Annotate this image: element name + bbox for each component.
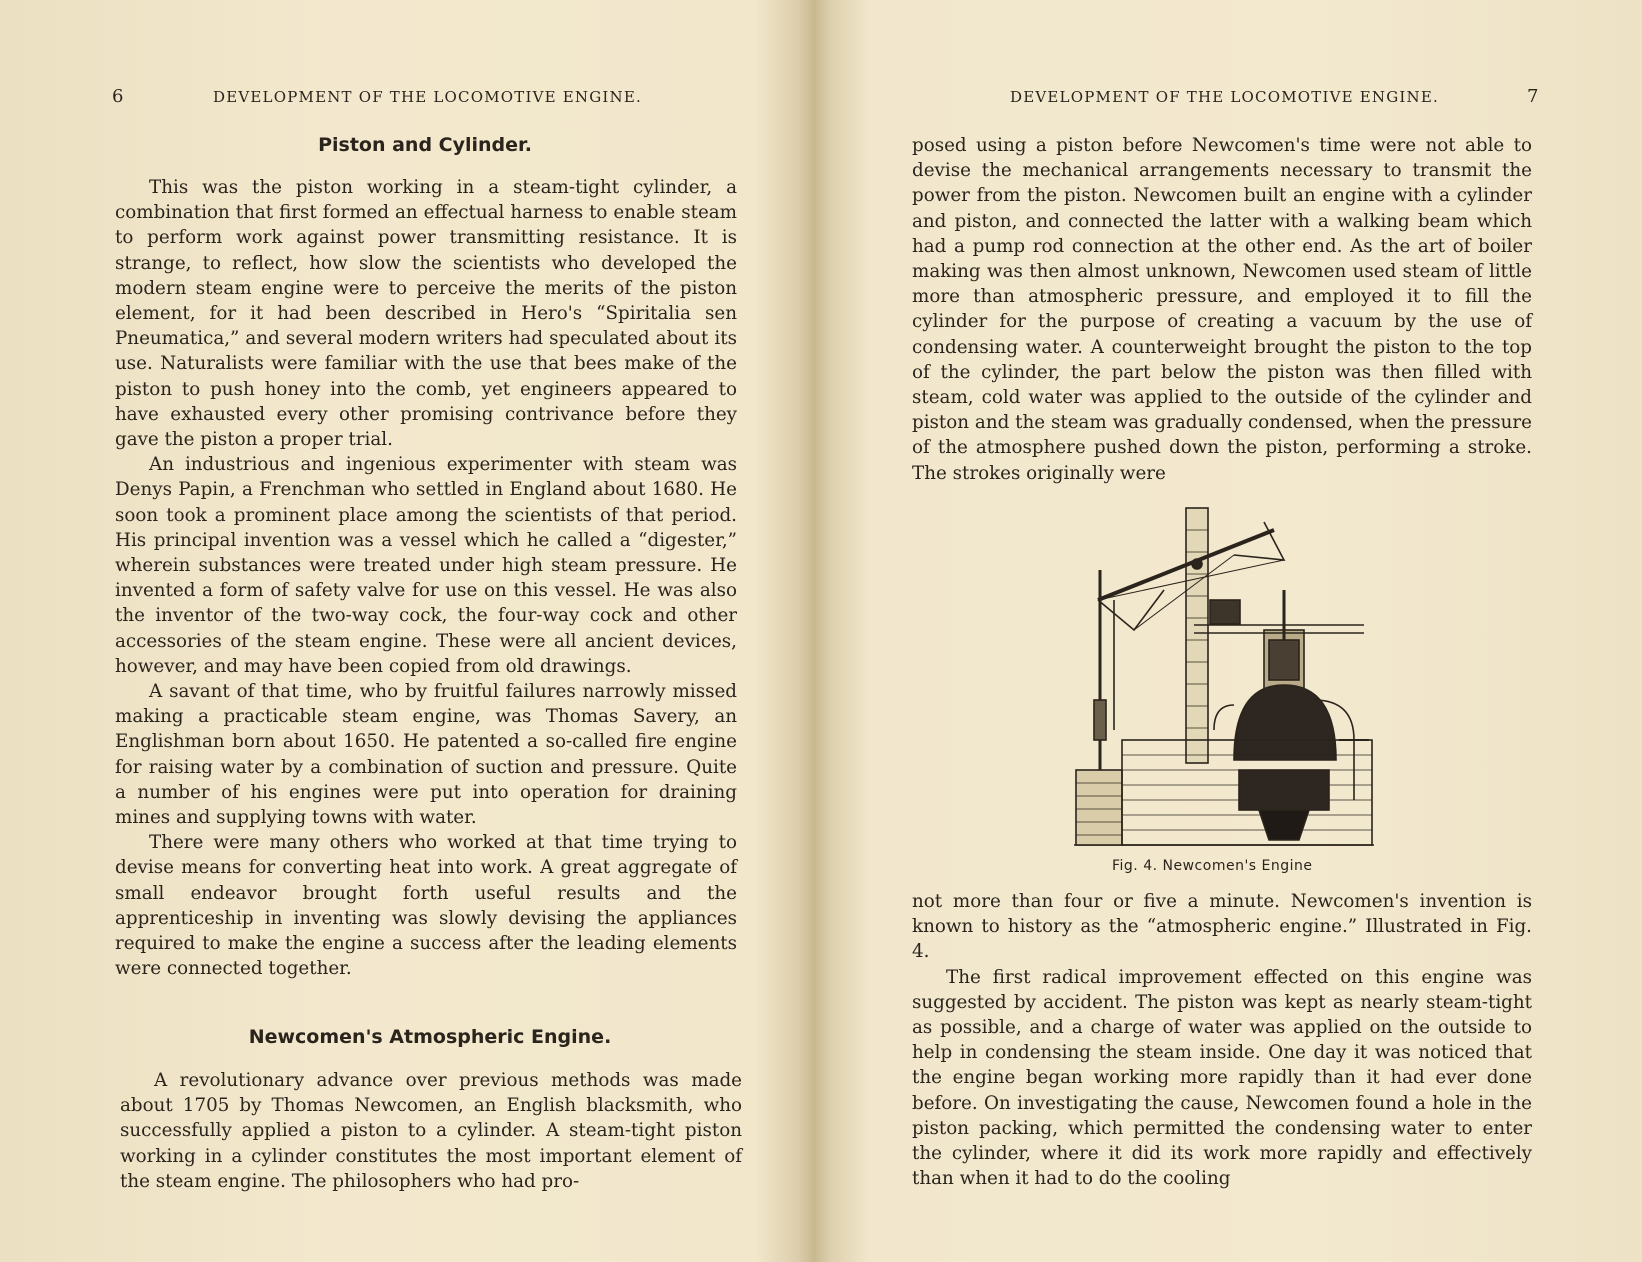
running-head-left: DEVELOPMENT OF THE LOCOMOTIVE ENGINE. (213, 88, 642, 106)
figure-caption: Fig. 4. Newcomen's Engine (1112, 858, 1313, 874)
paragraph: A savant of that time, who by fruitful failures narrowly missed making a practicable steam engine, was Thomas Savery, an Englishman born about 1650. He patented a so-called fire engine for raising water by a combination of suction and pressure. Quite a number of his engines were put into operation for draining mines and supplying towns with water. (115, 681, 737, 829)
top-text (912, 133, 1532, 486)
right-page (822, 0, 1642, 1262)
paragraph: There were many others who worked at that time trying to devise means for converting heat into work. A great aggregate of small endeavor brought forth useful results and the apprenticeship in inventing was slowly devising the appliances required to make the engine a success after the leading elements were connected together. (115, 832, 737, 980)
section-piston-text (115, 175, 737, 982)
paragraph: This was the piston working in a steam-tight cylinder, a combination that first formed an effectual harness to enable steam to perform work against power transmitting resistance. It is strange, to reflect, how slow the scientists who developed the modern steam engine were to perceive the merits of the piston element, for it had been described in Hero's “Spiritalia sen Pneumatica,” and several modern writers had speculated about its use. Naturalists were familiar with the use that bees make of the piston to push honey into the comb, yet engineers appeared to have exhausted every other promising contrivance before they gave the piston a proper trial. (115, 177, 737, 451)
section-newcomen-text (120, 1068, 742, 1194)
running-head-right: DEVELOPMENT OF THE LOCOMOTIVE ENGINE. (1010, 88, 1439, 106)
paragraph: posed using a piston before Newcomen's time were not able to devise the mechanical arrangements necessary to transmit the power from the piston. Newcomen built an engine with a cylinder and piston, and connected the latter with a walking beam which had a pump rod connection at the other end. As the art of boiler making was then almost unknown, Newcomen used steam of little more than atmospheric pressure, and employed it to fill the cylinder for the purpose of creating a vacuum by the use of condensing water. A counterweight brought the piston to the top of the cylinder, the part below the piston was then filled with steam, cold water was applied to the outside of the cylinder and piston and the steam was gradually condensed, when the pressure of the atmosphere pushed down the piston, performing a stroke. The strokes originally were (912, 135, 1532, 484)
page-number-right: 7 (1527, 86, 1539, 107)
page-number-left: 6 (112, 86, 124, 107)
paragraph: not more than four or five a minute. Newcomen's invention is known to history as the “atmospheric engine.” Illustrated in Fig. 4. (912, 891, 1532, 963)
section-title-piston: Piston and Cylinder. (318, 134, 532, 156)
paragraph: The first radical improvement effected on this engine was suggested by accident. The piston was kept as nearly steam-tight as possible, and a charge of water was applied on the outside to help in condensing the steam inside. One day it was noticed that the engine began working more rapidly than it had ever done before. On investigating the cause, Newcomen found a hole in the piston packing, which permitted the condensing water to enter the cylinder, where it did its work more rapidly and effectively than when it had to do the cooling (912, 966, 1532, 1190)
left-page (0, 0, 820, 1262)
bottom-text (912, 889, 1532, 1191)
paragraph: An industrious and ingenious experimenter with steam was Denys Papin, a Frenchman who settled in England about 1680. He soon took a prominent place among the scientists of that period. His principal invention was a vessel which he called a “digester,” wherein substances were treated under high steam pressure. He invented a form of safety valve for use on this vessel. He was also the inventor of the two-way cock, the four-way cock and other accessories of the steam engine. These were all ancient devices, however, and may have been copied from old drawings. (115, 454, 737, 677)
newcomen-engine-illustration (1074, 500, 1374, 850)
paragraph: A revolutionary advance over previous methods was made about 1705 by Thomas Newcomen, an English blacksmith, who successfully applied a piston to a cylinder. A steam-tight piston working in a cylinder constitutes the most important element of the steam engine. The philosophers who had pro- (120, 1070, 742, 1192)
section-title-newcomen: Newcomen's Atmospheric Engine. (248, 1026, 612, 1048)
